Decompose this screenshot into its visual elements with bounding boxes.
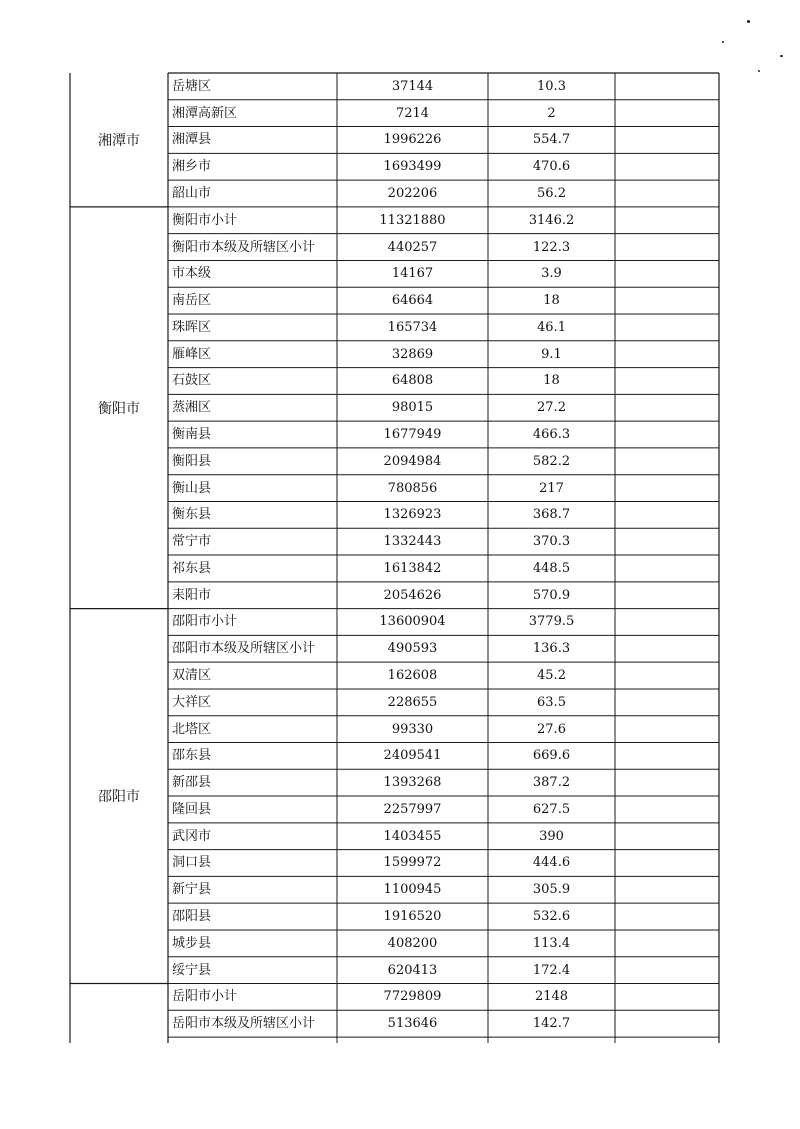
note-cell (615, 850, 719, 877)
amount-cell: 448.5 (532, 560, 571, 576)
amount-cell: 142.7 (532, 1016, 571, 1032)
amount-cell: 10.3 (537, 78, 566, 94)
city-cell: 邵阳市 (98, 789, 140, 806)
amount-cell: 122.3 (532, 239, 571, 255)
amount-cell: 2148 (534, 989, 569, 1005)
note-cell (615, 73, 719, 100)
note-cell (615, 421, 719, 448)
population-cell: 7729809 (383, 989, 442, 1005)
note-cell (615, 903, 719, 930)
amount-cell: 466.3 (532, 427, 571, 442)
population-cell: 162608 (387, 668, 438, 684)
population-cell: 1916520 (383, 909, 442, 925)
population-cell: 1326923 (383, 507, 442, 523)
note-cell (615, 314, 719, 341)
city-cell: 湘潭市 (98, 132, 140, 149)
amount-cell: 136.3 (532, 641, 571, 657)
amount-cell: 217 (539, 480, 564, 496)
note-cell (615, 716, 719, 743)
note-cell (615, 930, 719, 957)
population-cell: 1332443 (383, 534, 442, 550)
district-name-cell: 邵阳市小计 (172, 614, 238, 630)
amount-cell: 570.9 (532, 587, 571, 603)
amount-cell: 3146.2 (528, 212, 575, 228)
amount-cell: 627.5 (532, 801, 571, 817)
note-cell (615, 394, 719, 421)
district-name-cell: 常宁市 (172, 534, 212, 550)
amount-cell: 113.4 (532, 935, 571, 951)
amount-cell: 3.9 (541, 266, 562, 282)
note-cell (615, 180, 719, 207)
population-cell: 1996226 (383, 132, 442, 148)
district-name-cell: 珠晖区 (172, 319, 212, 335)
scan-speck (747, 20, 750, 23)
population-cell: 37144 (391, 78, 434, 94)
population-cell: 2094984 (383, 453, 442, 469)
district-name-cell: 耒阳市 (172, 587, 212, 603)
note-cell (615, 448, 719, 475)
district-name-cell: 南岳区 (172, 293, 212, 309)
note-cell (615, 153, 719, 180)
note-cell (615, 100, 719, 127)
district-name-cell: 北塔区 (172, 721, 212, 737)
note-cell (615, 501, 719, 528)
district-name-cell: 岳阳市本级及所辖区小计 (172, 1016, 316, 1032)
scan-speck (758, 70, 760, 72)
district-name-cell: 双清区 (172, 668, 212, 684)
district-name-cell: 雁峰区 (172, 346, 212, 362)
amount-cell: 46.1 (537, 319, 566, 335)
note-cell (615, 957, 719, 984)
population-cell: 7214 (395, 105, 430, 121)
population-cell: 513646 (387, 1016, 438, 1032)
district-name-cell: 衡南县 (172, 427, 212, 442)
population-cell: 2054626 (383, 587, 442, 603)
note-cell (615, 689, 719, 716)
population-cell: 64808 (391, 373, 434, 389)
district-name-cell: 韶山市 (172, 185, 212, 201)
amount-cell: 2 (547, 105, 556, 121)
note-cell (615, 528, 719, 555)
amount-cell: 554.7 (532, 132, 571, 148)
district-name-cell: 湘乡市 (172, 159, 212, 175)
population-cell: 440257 (387, 239, 438, 255)
amount-cell: 18 (543, 293, 560, 309)
district-name-cell: 衡阳市本级及所辖区小计 (172, 239, 316, 255)
district-name-cell: 武冈市 (172, 828, 212, 844)
population-cell: 13600904 (379, 614, 446, 630)
note-cell (615, 234, 719, 261)
amount-cell: 56.2 (537, 185, 566, 201)
population-cell: 98015 (391, 400, 434, 416)
population-cell: 1100945 (383, 882, 442, 898)
amount-cell: 9.1 (541, 346, 562, 362)
amount-cell: 368.7 (532, 507, 571, 523)
note-cell (615, 876, 719, 903)
note-cell (615, 743, 719, 770)
population-cell: 228655 (387, 694, 438, 710)
district-name-cell: 隆回县 (172, 801, 212, 817)
note-cell (615, 555, 719, 582)
population-cell: 99330 (391, 721, 434, 737)
scan-speck (780, 55, 783, 57)
district-name-cell: 洞口县 (172, 855, 212, 871)
note-cell (615, 368, 719, 395)
amount-cell: 669.6 (532, 748, 571, 764)
population-cell: 64664 (391, 293, 434, 309)
population-cell: 490593 (387, 641, 438, 657)
note-cell (615, 609, 719, 636)
population-cell: 1613842 (383, 560, 442, 576)
district-name-cell: 新邵县 (172, 775, 212, 791)
note-cell (615, 769, 719, 796)
population-cell: 14167 (391, 266, 434, 282)
district-name-cell: 衡阳市小计 (172, 212, 238, 228)
amount-cell: 3779.5 (528, 614, 575, 630)
scan-speck (722, 41, 724, 43)
note-cell (615, 287, 719, 314)
district-name-cell: 市本级 (172, 266, 212, 282)
amount-cell: 444.6 (532, 855, 571, 871)
district-name-cell: 湘潭高新区 (172, 105, 238, 121)
amount-cell: 305.9 (532, 882, 571, 898)
population-cell: 780856 (387, 480, 438, 496)
district-name-cell: 新宁县 (172, 882, 212, 898)
note-cell (615, 341, 719, 368)
note-cell (615, 127, 719, 154)
population-cell: 202206 (387, 185, 438, 201)
district-name-cell: 衡阳县 (172, 453, 212, 469)
population-cell: 1393268 (383, 775, 442, 791)
amount-cell: 532.6 (532, 909, 571, 925)
amount-cell: 470.6 (532, 159, 571, 175)
note-cell (615, 662, 719, 689)
amount-cell: 45.2 (537, 668, 566, 684)
amount-cell: 63.5 (537, 694, 566, 710)
district-name-cell: 城步县 (172, 935, 212, 951)
district-name-cell: 邵东县 (172, 748, 212, 764)
district-name-cell: 蒸湘区 (172, 400, 212, 416)
population-cell: 11321880 (379, 212, 446, 228)
note-cell (615, 475, 719, 502)
city-cell (70, 984, 168, 1038)
note-cell (615, 984, 719, 1011)
amount-cell: 387.2 (532, 775, 571, 791)
district-name-cell: 湘潭县 (172, 132, 212, 148)
note-cell (615, 260, 719, 287)
amount-cell: 27.6 (537, 721, 566, 737)
population-cell: 1693499 (383, 159, 442, 175)
city-cell: 衡阳市 (98, 400, 140, 417)
population-cell: 165734 (387, 319, 438, 335)
amount-cell: 370.3 (532, 534, 571, 550)
population-cell: 620413 (387, 962, 438, 978)
amount-cell: 18 (543, 373, 560, 389)
population-cell: 2409541 (383, 748, 442, 764)
population-cell: 1403455 (383, 828, 442, 844)
district-name-cell: 石鼓区 (172, 373, 212, 389)
note-cell (615, 635, 719, 662)
population-cell: 32869 (391, 346, 434, 362)
district-name-cell: 邵阳县 (172, 909, 212, 925)
note-cell (615, 1010, 719, 1037)
population-cell: 1677949 (383, 427, 442, 442)
amount-cell: 27.2 (537, 400, 566, 416)
note-cell (615, 823, 719, 850)
population-cell: 1599972 (383, 855, 442, 871)
district-name-cell: 祁东县 (172, 560, 212, 576)
district-name-cell: 衡山县 (172, 480, 212, 496)
district-name-cell: 大祥区 (172, 694, 212, 710)
population-cell: 2257997 (383, 801, 442, 817)
district-name-cell: 岳阳市小计 (172, 989, 238, 1005)
district-name-cell: 邵阳市本级及所辖区小计 (172, 641, 316, 657)
note-cell (615, 582, 719, 609)
amount-cell: 172.4 (532, 962, 571, 978)
amount-cell: 390 (539, 828, 564, 844)
note-cell (615, 796, 719, 823)
note-cell (615, 207, 719, 234)
district-name-cell: 衡东县 (172, 507, 212, 523)
amount-cell: 582.2 (532, 453, 571, 469)
population-cell: 408200 (387, 935, 438, 951)
district-name-cell: 绥宁县 (172, 962, 212, 978)
district-name-cell: 岳塘区 (172, 78, 212, 94)
